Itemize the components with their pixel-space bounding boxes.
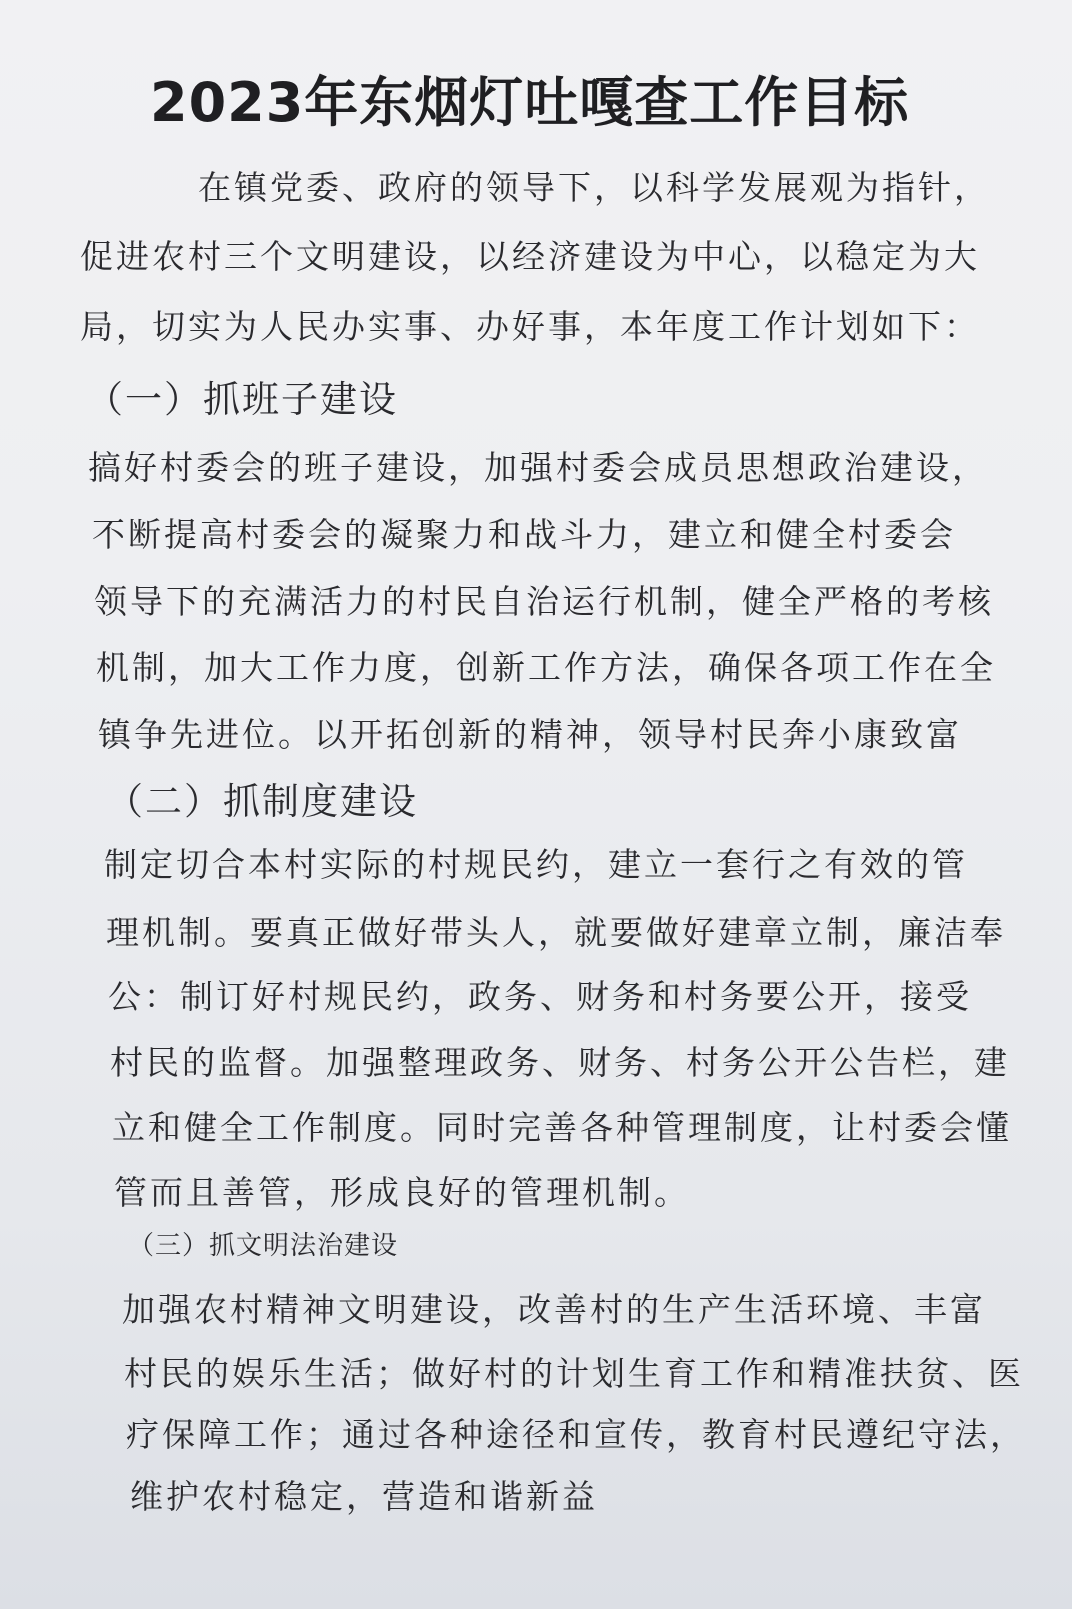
section-1-line-1: 搞好村委会的班子建设，加强村委会成员思想政治建设， (88, 448, 988, 487)
intro-line-3: 局，切实为人民办实事、办好事，本年度工作计划如下： (80, 307, 980, 346)
section-1-line-3: 领导下的充满活力的村民自治运行机制，健全严格的考核 (94, 582, 994, 621)
section-2-line-6: 管而且善管，形成良好的管理机制。 (114, 1173, 690, 1212)
section-1-heading: （一）抓班子建设 (86, 378, 398, 421)
section-1-line-2: 不断提高村委会的凝聚力和战斗力，建立和健全村委会 (92, 515, 956, 554)
document-title: 2023年东烟灯吐嘎查工作目标 (150, 71, 910, 134)
section-2-line-2: 理机制。要真正做好带头人，就要做好建章立制，廉洁奉 (106, 913, 1006, 952)
section-3-line-3: 疗保障工作；通过各种途径和宣传，教育村民遵纪守法， (126, 1415, 1026, 1454)
section-3-line-4: 维护农村稳定，营造和谐新益 (130, 1477, 598, 1516)
intro-line-1: 在镇党委、政府的领导下，以科学发展观为指针， (198, 168, 990, 207)
section-3-line-1: 加强农村精神文明建设，改善村的生产生活环境、丰富 (122, 1290, 986, 1329)
section-2-heading: （二）抓制度建设 (106, 780, 418, 823)
section-2-line-1: 制定切合本村实际的村规民约，建立一套行之有效的管 (104, 845, 968, 884)
section-1-line-4: 机制，加大工作力度，创新工作方法，确保各项工作在全 (96, 648, 996, 687)
section-2-line-4: 村民的监督。加强整理政务、财务、村务公开公告栏，建 (110, 1043, 1010, 1082)
section-2-line-5: 立和健全工作制度。同时完善各种管理制度，让村委会懂 (112, 1108, 1012, 1147)
section-2-line-3: 公：制订好村规民约，政务、财务和村务要公开，接受 (108, 977, 972, 1016)
intro-line-2: 促进农村三个文明建设，以经济建设为中心，以稳定为大 (80, 237, 980, 276)
section-3-heading: （三）抓文明法治建设 (128, 1231, 399, 1261)
section-3-line-2: 村民的娱乐生活；做好村的计划生育工作和精准扶贫、医 (124, 1354, 1024, 1393)
section-1-line-5: 镇争先进位。以开拓创新的精神，领导村民奔小康致富 (98, 715, 962, 754)
